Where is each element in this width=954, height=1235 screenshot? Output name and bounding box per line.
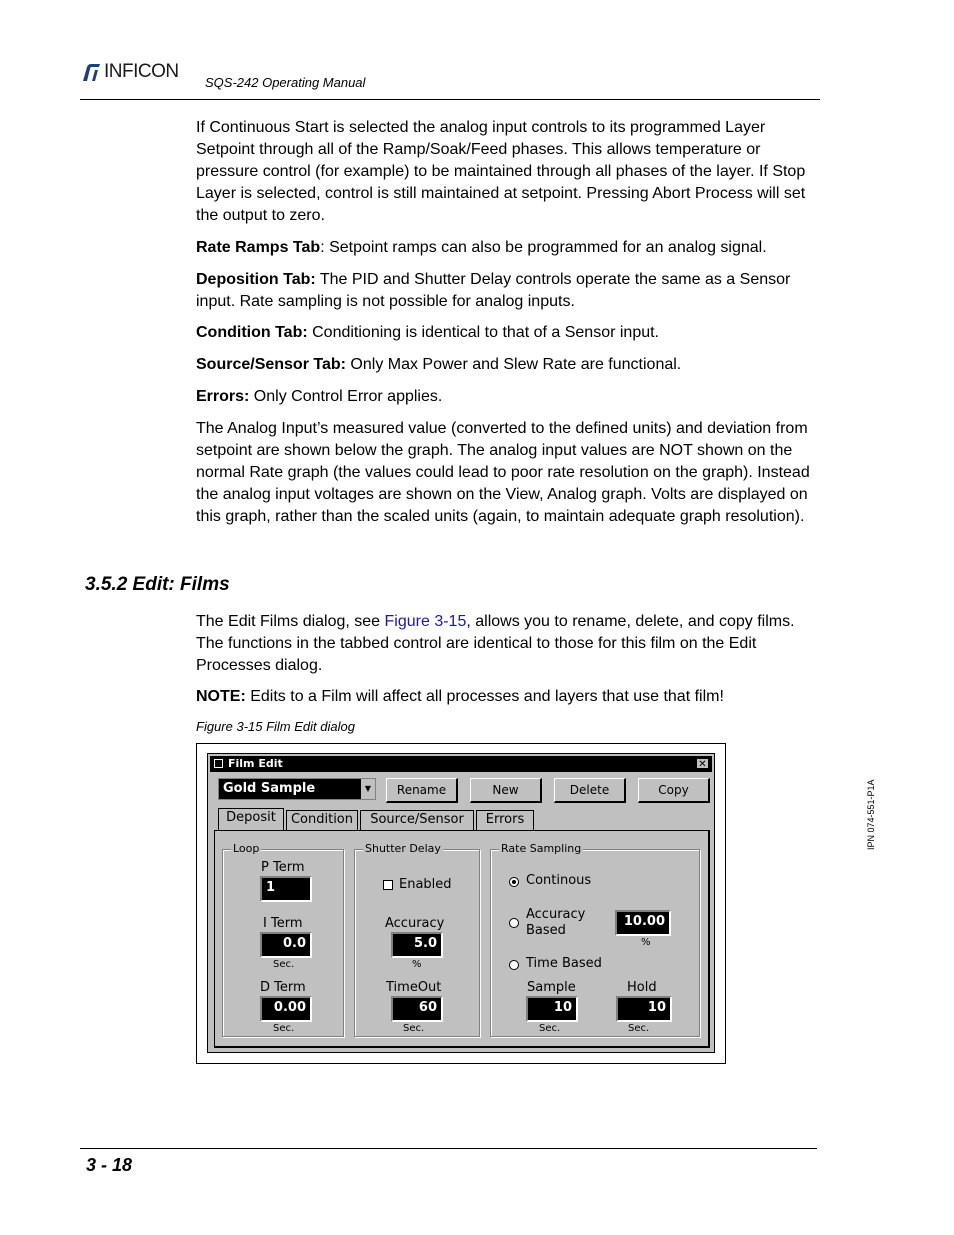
accuracy-input[interactable]: 5.0 bbox=[391, 932, 443, 958]
film-select-value: Gold Sample bbox=[223, 781, 316, 796]
enabled-label: Enabled bbox=[399, 877, 452, 892]
rate-ramps-text: : Setpoint ramps can also be programmed for an analog signal. bbox=[320, 239, 767, 256]
shutter-delay-group bbox=[354, 842, 480, 1037]
note-label: NOTE: bbox=[196, 688, 246, 705]
errors-label: Errors: bbox=[196, 388, 250, 405]
d-term-unit: Sec. bbox=[273, 1023, 295, 1034]
hold-input[interactable]: 10 bbox=[616, 996, 672, 1022]
rate-accuracy-unit: % bbox=[641, 937, 651, 948]
shutter-delay-legend: Shutter Delay bbox=[365, 842, 441, 855]
figure-link[interactable]: Figure 3-15 bbox=[384, 613, 467, 630]
film-edit-dialog bbox=[207, 753, 715, 1053]
dialog-titlebar[interactable] bbox=[210, 756, 712, 772]
deposition-tab-label: Deposition Tab: bbox=[196, 271, 316, 288]
footer-rule bbox=[80, 1148, 817, 1149]
edit-films-text-pre: The Edit Films dialog, see bbox=[196, 613, 385, 630]
condition-tab-text: Conditioning is identical to that of a Sensor input. bbox=[307, 324, 659, 341]
paragraph-condition-tab bbox=[196, 322, 820, 344]
header-rule bbox=[80, 99, 820, 100]
paragraph-continuous-start: If Continuous Start is selected the analog input controls to its programmed Layer Setpoint through all of the Ramp/Soak/Feed phases. This allows temperature or pressure control (for example) to be maintained through all phases of the layer. If Stop Layer is selected, control is still maintained at setpoint. Pressing Abort Process will set the output to zero. bbox=[196, 119, 806, 224]
tab-source-sensor[interactable]: Source/Sensor bbox=[360, 810, 474, 830]
edit-films-text-post: , allows you to rename, delete, and copy films. The functions in the tabbed control are identical to those for this film on the Edit Processes dialog. bbox=[196, 613, 795, 674]
accuracy-based-label-line2: Based bbox=[526, 923, 566, 938]
paragraph-rate-ramps bbox=[196, 237, 820, 259]
p-term-input[interactable]: 1 bbox=[260, 876, 312, 902]
errors-text: Only Control Error applies. bbox=[249, 388, 443, 405]
sample-label: Sample bbox=[527, 980, 576, 995]
loop-legend: Loop bbox=[233, 842, 260, 855]
figure-caption: Figure 3-15 Film Edit dialog bbox=[196, 719, 355, 734]
sample-input[interactable]: 10 bbox=[526, 996, 578, 1022]
p-term-label: P Term bbox=[261, 860, 305, 875]
accuracy-based-radio[interactable] bbox=[509, 918, 519, 928]
rate-sampling-group bbox=[490, 842, 700, 1037]
paragraph-analog-input: The Analog Input’s measured value (converted to the defined units) and deviation from setpoint are shown below the graph. The analog input values are NOT shown on the normal Rate graph (the values could lead to poor rate resolution on the graph). Instead the analog input voltages are shown on the View, Analog graph. Volts are displayed on this graph, rather than the scaled units (again, to maintain adequate graph resolution). bbox=[196, 420, 810, 525]
hold-label: Hold bbox=[627, 980, 657, 995]
paragraph-source-sensor-tab bbox=[196, 354, 820, 376]
d-term-input[interactable]: 0.00 bbox=[260, 996, 312, 1022]
rate-accuracy-input[interactable]: 10.00 bbox=[615, 910, 671, 936]
page-number: 3 - 18 bbox=[86, 1155, 133, 1175]
tab-deposit[interactable]: Deposit bbox=[218, 808, 284, 831]
rate-ramps-label: Rate Ramps Tab bbox=[196, 239, 321, 256]
close-button[interactable]: ✕ bbox=[696, 758, 709, 769]
i-term-unit: Sec. bbox=[273, 959, 295, 970]
time-based-radio[interactable] bbox=[509, 960, 519, 970]
paragraph-errors bbox=[196, 386, 820, 408]
loop-group bbox=[222, 842, 344, 1037]
ipn-side-label: IPN 074-551-P1A bbox=[866, 779, 876, 850]
continous-radio[interactable] bbox=[509, 877, 519, 887]
section-title: 3.5.2 Edit: Films bbox=[85, 574, 230, 595]
window-icon bbox=[214, 759, 223, 768]
accuracy-unit: % bbox=[412, 959, 422, 970]
inficon-logo bbox=[80, 60, 179, 84]
accuracy-label: Accuracy bbox=[385, 916, 445, 931]
paragraph-note bbox=[196, 686, 820, 708]
rename-button[interactable]: Rename bbox=[386, 778, 458, 803]
enabled-checkbox[interactable] bbox=[383, 880, 393, 890]
paragraph-deposition-tab bbox=[196, 269, 820, 313]
accuracy-based-label-line1: Accuracy bbox=[526, 907, 586, 922]
copy-button[interactable]: Copy bbox=[638, 778, 710, 803]
film-select[interactable] bbox=[218, 778, 376, 800]
tab-condition[interactable]: Condition bbox=[286, 810, 358, 830]
brand-name: INFICON bbox=[104, 61, 179, 82]
timeout-input[interactable]: 60 bbox=[391, 996, 443, 1022]
delete-button[interactable]: Delete bbox=[554, 778, 626, 803]
d-term-label: D Term bbox=[260, 980, 306, 995]
source-sensor-tab-text: Only Max Power and Slew Rate are functional. bbox=[345, 356, 682, 373]
note-text: Edits to a Film will affect all processes and layers that use that film! bbox=[245, 688, 724, 705]
tab-errors[interactable]: Errors bbox=[476, 810, 534, 830]
continous-label: Continous bbox=[526, 873, 592, 888]
timeout-label: TimeOut bbox=[386, 980, 442, 995]
sample-unit: Sec. bbox=[539, 1023, 561, 1034]
chevron-down-icon[interactable]: ▼ bbox=[360, 779, 375, 799]
source-sensor-tab-label: Source/Sensor Tab: bbox=[196, 356, 346, 373]
rate-sampling-legend: Rate Sampling bbox=[501, 842, 582, 855]
manual-title: SQS-242 Operating Manual bbox=[205, 75, 366, 90]
hold-unit: Sec. bbox=[628, 1023, 650, 1034]
deposition-tab-text: The PID and Shutter Delay controls operate the same as a Sensor input. Rate sampling is not possible for analog inputs. bbox=[196, 271, 791, 310]
time-based-label: Time Based bbox=[526, 956, 602, 971]
dialog-title: Film Edit bbox=[228, 757, 283, 770]
condition-tab-label: Condition Tab: bbox=[196, 324, 308, 341]
figure-frame bbox=[196, 743, 726, 1064]
i-term-input[interactable]: 0.0 bbox=[260, 932, 312, 958]
timeout-unit: Sec. bbox=[403, 1023, 425, 1034]
paragraph-edit-films bbox=[196, 611, 820, 677]
i-term-label: I Term bbox=[263, 916, 303, 931]
inficon-logo-icon bbox=[80, 61, 102, 83]
new-button[interactable]: New bbox=[470, 778, 542, 803]
